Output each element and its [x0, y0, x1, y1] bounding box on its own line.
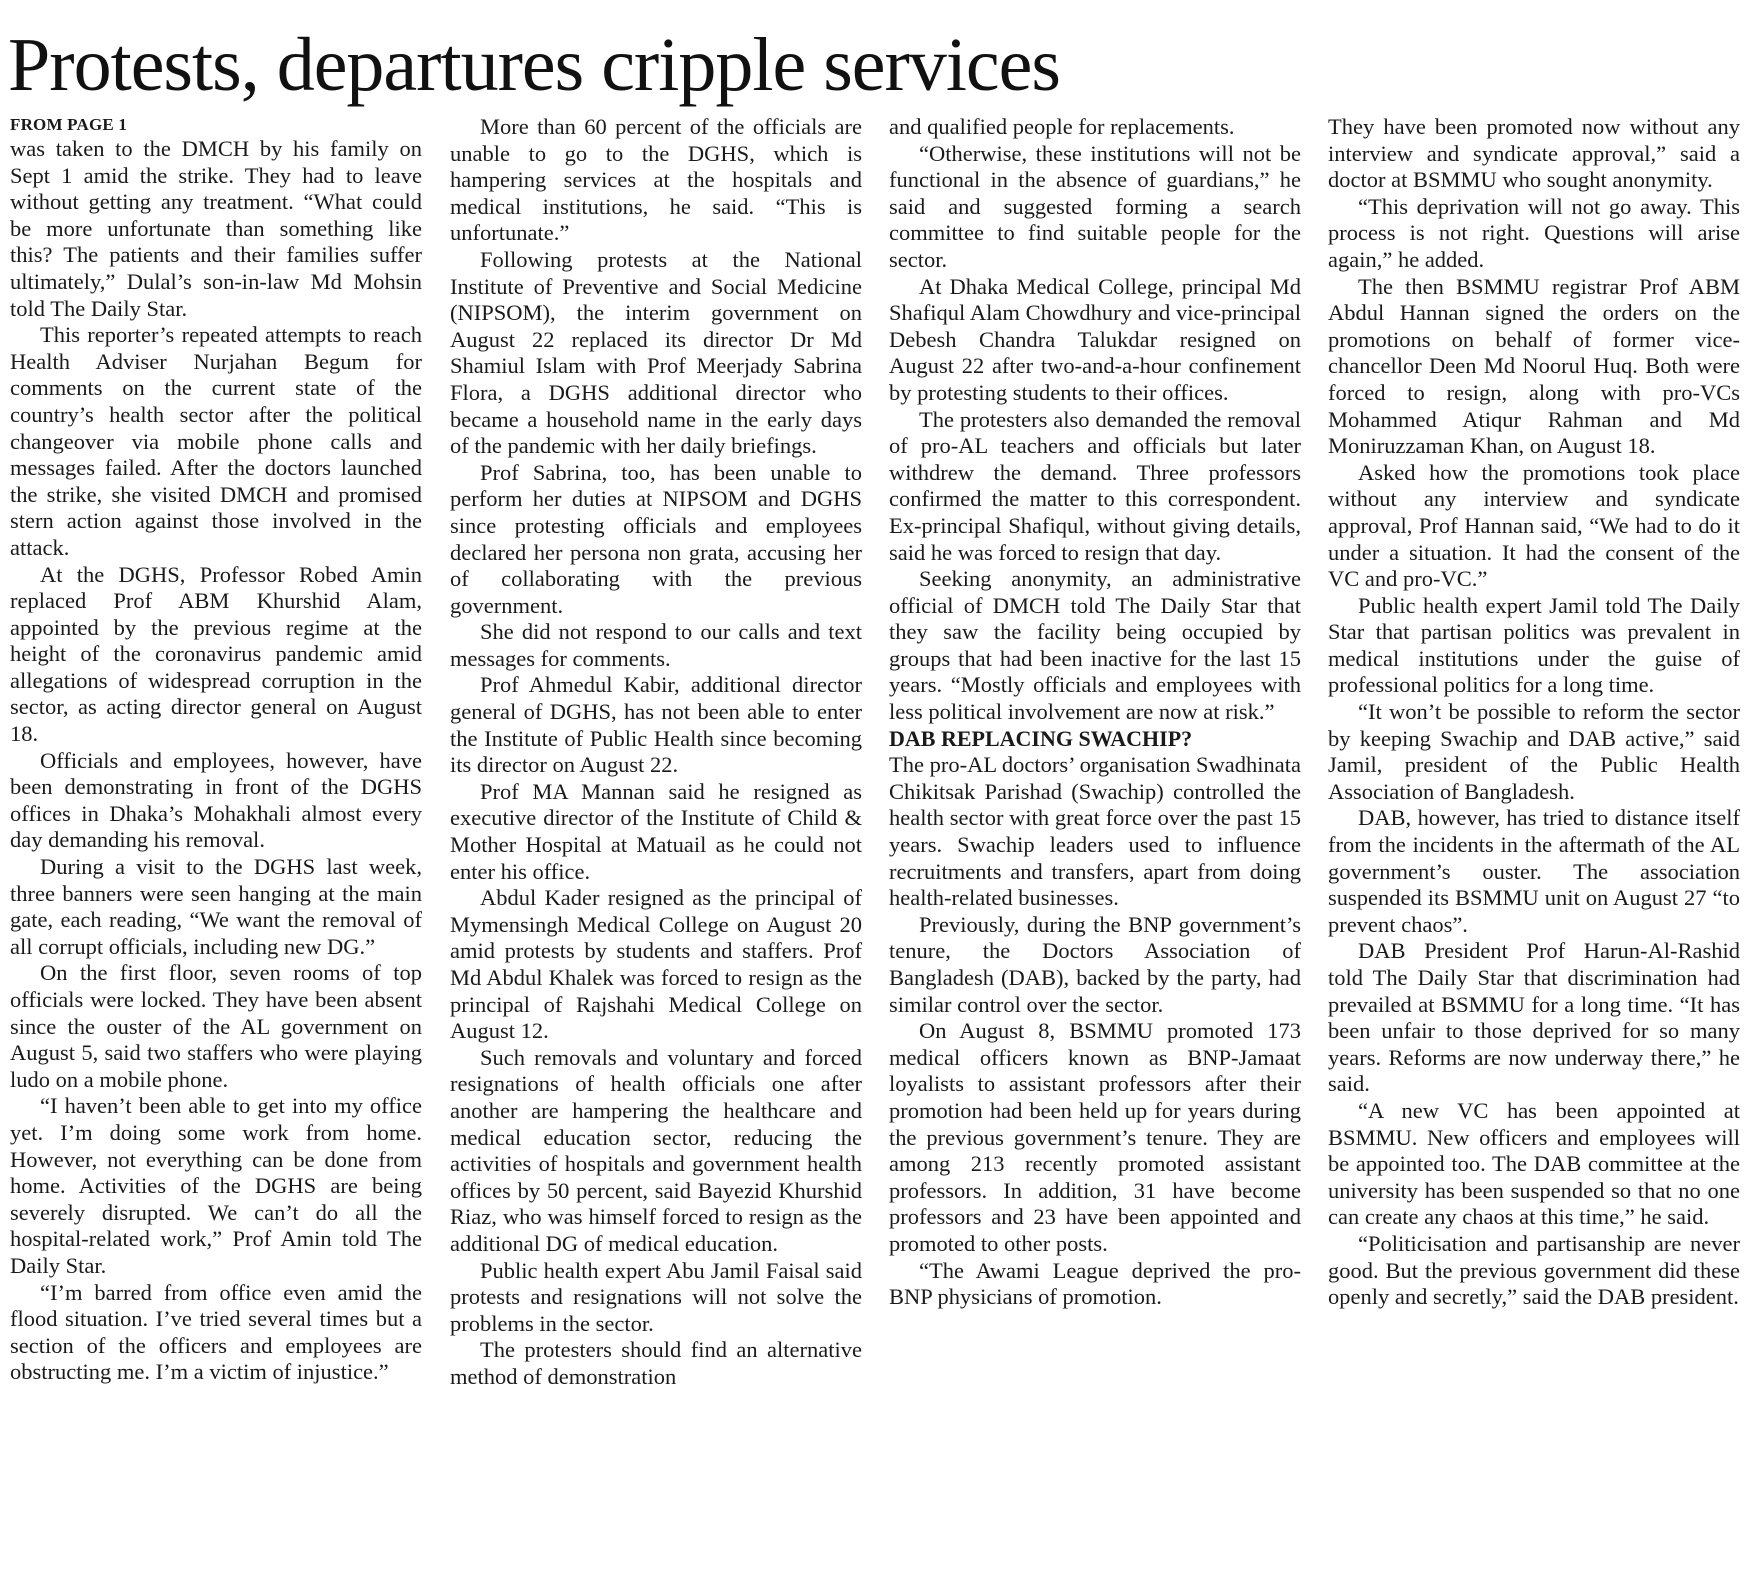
paragraph: This reporter’s repeated attempts to reach Health Adviser Nurjahan Begum for comments on the current state of the country’s health sector after the political changeover via mobile phone calls and messages failed. After the doctors launched the strike, she visited DMCH and promised stern action against those involved in the attack. [10, 322, 422, 560]
paragraph: Prof Sabrina, too, has been unable to perform her duties at NIPSOM and DGHS since protesting officials and employees declared her persona non grata, accusing her of collaborating with the previous government. [450, 459, 862, 618]
paragraph: Seeking anonymity, an administrative official of DMCH told The Daily Star that they saw the facility being occupied by groups that had been inactive for the last 15 years. “Mostly officials and employees with less political involvement are now at risk.” [889, 566, 1301, 725]
paragraph: “I haven’t been able to get into my office yet. I’m doing some work from home. However, not everything can be done from home. Activities of the DGHS are being severely disrupted. We can’t do all the hospital-related work,” Prof Amin told The Daily Star. [10, 1093, 422, 1278]
article-column-1 [10, 114, 422, 1386]
headline: Protests, departures cripple services [8, 23, 1060, 107]
paragraph: Prof MA Mannan said he resigned as executive director of the Institute of Child & Mother Hospital at Matuail as he could not enter his office. [450, 778, 862, 884]
paragraph: DAB President Prof Harun-Al-Rashid told The Daily Star that discrimination had prevailed at BSMMU for a long time. “It has been unfair to those deprived for so many years. Reforms are now underway there,” he said. [1328, 938, 1740, 1097]
paragraph: “Politicisation and partisanship are never good. But the previous government did these openly and secretly,” said the DAB president. [1328, 1230, 1740, 1310]
paragraph: Such removals and voluntary and forced resignations of health officials one after another are hampering the healthcare and medical education sector, reducing the activities of hospitals and government health offices by 50 percent, said Bayezid Khurshid Riaz, who was himself forced to resign as the additional DG of medical education. [450, 1044, 862, 1256]
paragraph: “I’m barred from office even amid the flood situation. I’ve tried several times but a section of the officers and employees are obstructing me. I’m a victim of injustice.” [10, 1279, 422, 1385]
continuation-kicker: FROM PAGE 1 [10, 115, 128, 134]
paragraph: They have been promoted now without any interview and syndicate approval,” said a doctor at BSMMU who sought anonymity. [1328, 114, 1740, 193]
paragraph: During a visit to the DGHS last week, three banners were seen hanging at the main gate, each reading, “We want the removal of all corrupt officials, including new DG.” [10, 854, 422, 959]
paragraph: More than 60 percent of the officials are unable to go to the DGHS, which is hampering services at the hospitals and medical institutions, he said. “This is unfortunate.” [450, 114, 862, 246]
paragraph: Abdul Kader resigned as the principal of Mymensingh Medical College on August 20 amid protests by students and staffers. Prof Md Abdul Khalek was forced to resign as the principal of Rajshahi Medical College on August 12. [450, 885, 862, 1044]
paragraph: On August 8, BSMMU promoted 173 medical officers known as BNP-Jamaat loyalists to assistant professors after their promotion had been held up for years during the previous government’s tenure. They are among 213 recently promoted assistant professors. In addition, 31 have become professors and 23 have been appointed and promoted to other posts. [889, 1018, 1301, 1256]
paragraph: Previously, during the BNP government’s tenure, the Doctors Association of Bangladesh (DAB), backed by the party, had similar control over the sector. [889, 911, 1301, 1017]
paragraph: At the DGHS, Professor Robed Amin replaced Prof ABM Khurshid Alam, appointed by the previous regime at the height of the coronavirus pandemic amid allegations of widespread corruption in the sector, as acting director general on August 18. [10, 561, 422, 747]
paragraph: The protesters should find an alternative method of demonstration [450, 1337, 862, 1389]
paragraph: At Dhaka Medical College, principal Md Shafiqul Alam Chowdhury and vice-principal Debesh Chandra Talukdar resigned on August 22 after two-and-a-hour confinement by protesting students to their offices. [889, 273, 1301, 405]
paragraph: was taken to the DMCH by his family on Sept 1 amid the strike. They had to leave without getting any treatment. “What could be more unfortunate than something like this? The patients and their families suffer ultimately,” Dulal’s son-in-law Md Mohsin told The Daily Star. [10, 136, 422, 321]
paragraph: The pro-AL doctors’ organisation Swadhinata Chikitsak Parishad (Swachip) controlled the health sector with great force over the past 15 years. Swachip leaders used to influence recruitments and transfers, apart from doing health-related businesses. [889, 752, 1301, 911]
paragraph: Public health expert Jamil told The Daily Star that partisan politics was prevalent in medical institutions under the guise of professional politics for a long time. [1328, 592, 1740, 698]
paragraph: She did not respond to our calls and text messages for comments. [450, 619, 862, 671]
paragraph: DAB, however, has tried to distance itself from the incidents in the aftermath of the AL government’s ouster. The association suspended its BSMMU unit on August 27 “to prevent chaos”. [1328, 805, 1740, 937]
paragraph: The protesters also demanded the removal of pro-AL teachers and officials but later withdrew the demand. Three professors confirmed the matter to this correspondent. Ex-principal Shafiqul, without giving details, said he was forced to resign that day. [889, 406, 1301, 565]
paragraph: Following protests at the National Institute of Preventive and Social Medicine (NIPSOM), the interim government on August 22 replaced its director Dr Md Shamiul Islam with Prof Meerjady Sabrina Flora, a DGHS additional director who became a household name in the early days of the pandemic with her daily briefings. [450, 246, 862, 459]
paragraph: “This deprivation will not go away. This process is not right. Questions will arise again,” he added. [1328, 193, 1740, 272]
paragraph: Officials and employees, however, have been demonstrating in front of the DGHS offices in Dhaka’s Mohakhali almost every day demanding his removal. [10, 747, 422, 853]
paragraph: “It won’t be possible to reform the sector by keeping Swachip and DAB active,” said Jamil, president of the Public Health Association of Bangladesh. [1328, 699, 1740, 804]
paragraph: Public health expert Abu Jamil Faisal said protests and resignations will not solve the problems in the sector. [450, 1257, 862, 1336]
article-column-2 [450, 114, 862, 1391]
paragraph: On the first floor, seven rooms of top officials were locked. They have been absent since the ouster of the AL government on August 5, said two staffers who were playing ludo on a mobile phone. [10, 960, 422, 1092]
paragraph: and qualified people for replacements. [889, 114, 1235, 139]
paragraph: “A new VC has been appointed at BSMMU. New officers and employees will be appointed too. The DAB committee at the university has been suspended so that no one can create any chaos at this time,” he said. [1328, 1097, 1740, 1230]
paragraph: “The Awami League deprived the pro-BNP physicians of promotion. [889, 1257, 1301, 1310]
paragraph: Prof Ahmedul Kabir, additional director general of DGHS, has not been able to enter the Institute of Public Health since becoming its director on August 22. [450, 672, 862, 778]
article-column-3 [889, 114, 1301, 1311]
section-subhead: DAB REPLACING SWACHIP? [889, 725, 1193, 751]
article-column-4 [1328, 114, 1740, 1311]
paragraph: The then BSMMU registrar Prof ABM Abdul Hannan signed the orders on the promotions on behalf of former vice-chancellor Deen Md Noorul Huq. Both were forced to resign, along with pro-VCs Mohammed Atiqur Rahman and Md Moniruzzaman Khan, on August 18. [1328, 273, 1740, 459]
paragraph: Asked how the promotions took place without any interview and syndicate approval, Prof Hannan said, “We had to do it under a situation. It had the consent of the VC and pro-VC.” [1328, 459, 1740, 592]
paragraph: “Otherwise, these institutions will not be functional in the absence of guardians,” he said and suggested forming a search committee to find suitable people for the sector. [889, 140, 1301, 272]
